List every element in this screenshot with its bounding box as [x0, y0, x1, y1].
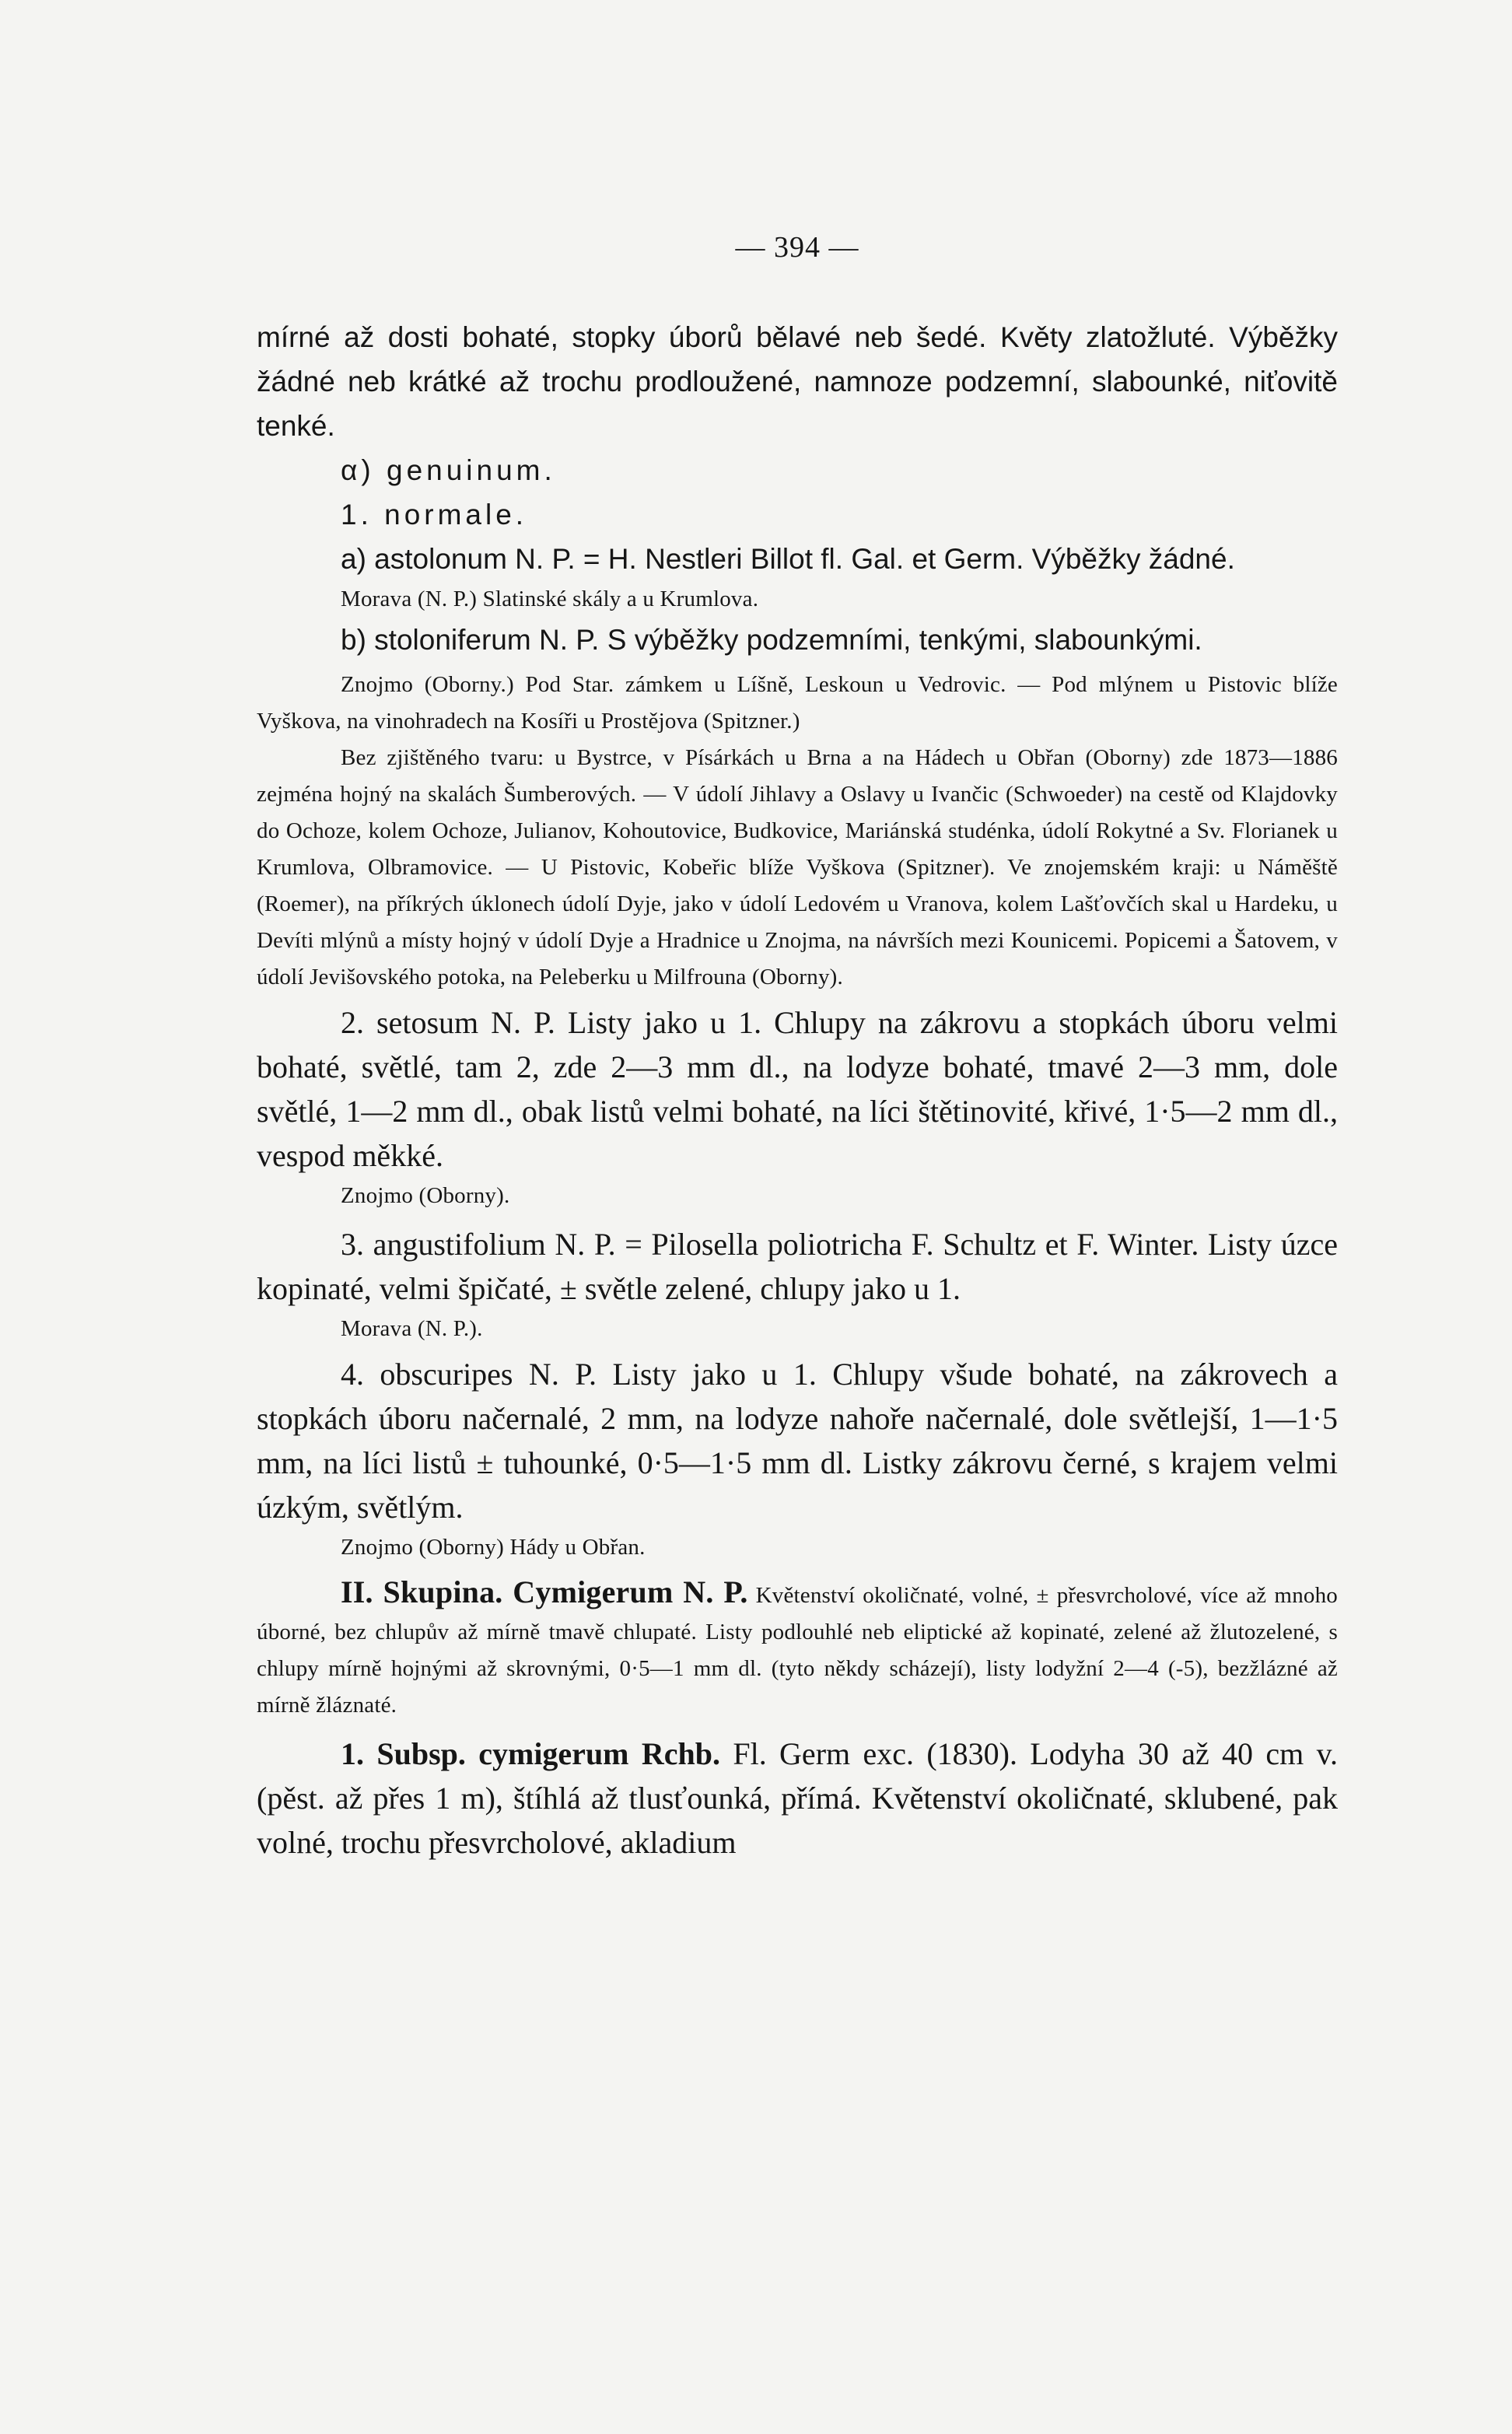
group-cymigerum-heading: II. Skupina. Cymigerum N. P. — [341, 1574, 748, 1609]
page-body — [257, 315, 1338, 1865]
locality-astolonum: Morava (N. P.) Slatinské skály a u Krumlova. — [341, 587, 759, 611]
subform-stoloniferum: b) stoloniferum N. P. S výběžky podzemními, tenkými, slabounkými. — [341, 624, 1202, 656]
page — [257, 0, 1338, 2434]
group-cymigerum-text: Květenství okoličnaté, volné, ± přesvrcholové, více až mnoho úborné, bez chlupův až mírně tmavě chlupaté. Listy podlouhlé neb eliptické až kopinaté, zelené až žlutozelené, s chlupy mírně hojnými až skrovnými, 0·5—1 mm dl. (tyto někdy scházejí), listy lodyžní 2—4 (-5), bezžlázné až mírně žláznaté. — [257, 1583, 1338, 1718]
subspecies-cymigerum — [257, 1732, 1338, 1865]
locality-obscuripes: Znojmo (Oborny) Hády u Obřan. — [341, 1535, 646, 1560]
locality-setosum: Znojmo (Oborny). — [341, 1183, 510, 1208]
locality-stoloniferum: Znojmo (Oborny.) Pod Star. zámkem u Líšně, Leskoun u Vedrovic. — Pod mlýnem u Pistovic blíže Vyškova, na vinohradech na Kosíři u Prostějova (Spitzner.) — [257, 672, 1338, 734]
form-setosum: 2. setosum N. P. Listy jako u 1. Chlupy na zákrovu a stopkách úboru velmi bohaté, světlé, tam 2, zde 2—3 mm dl., na lodyze bohaté, tmavé 2—3 mm, dole světlé, 1—2 mm dl., obak listů velmi bohaté, na líci štětinovité, křivé, 1·5—2 mm dl., vespod měkké. — [257, 1005, 1338, 1173]
locality-unspecified: Bez zjištěného tvaru: u Bystrce, v Písárkách u Brna a na Hádech u Obřan (Oborny) zde 1873—1886 zejména hojný na skalách Šumberových. — V údolí Jihlavy a Oslavy u Ivančic (Schwoeder) na cestě od Klajdovky do Ochoze, kolem Ochoze, Julianov, Kohoutovice, Budkovice, Mariánská studénka, údolí Rokytné a Sv. Florianek u Krumlova, Olbramovice. — U Pistovic, Kobeřic blíže Vyškova (Spitzner). Ve znojemském kraji: u Náměště (Roemer), na příkrých úklonech údolí Dyje, jako v údolí Ledovém u Vranova, kolem Lašťovčích skal u Hardeku, u Devíti mlýnů a místy hojný v údolí Dyje a Hradnice u Znojma, na návrších mezi Kounicemi. Popicemi a Šatovem, v údolí Jevišovského potoka, na Peleberku u Milfrouna (Oborny). — [257, 745, 1338, 989]
paragraph-intro: mírné až dosti bohaté, stopky úborů bělavé neb šedé. Květy zlatožluté. Výběžky žádné neb krátké až trochu prodloužené, namnoze podzemní, slabounké, niťovitě tenké. — [257, 321, 1338, 442]
page-number: — 394 — — [735, 231, 859, 264]
variety-genuinum: α) genuinum. — [341, 454, 556, 486]
group-cymigerum — [257, 1574, 1338, 1724]
form-obscuripes: 4. obscuripes N. P. Listy jako u 1. Chlupy všude bohaté, na zákrovech a stopkách úboru načernalé, 2 mm, na lodyze nahoře načernalé, dole světlejší, 1—1·5 mm, na líci listů ± tuhounké, 0·5—1·5 mm dl. Listky zákrovu černé, s krajem velmi úzkým, světlým. — [257, 1357, 1338, 1525]
subspecies-cymigerum-text: Fl. Germ exc. (1830). Lodyha 30 až 40 cm v. (pěst. až přes 1 m), štíhlá až tlusťounká, přímá. Květenství okoličnaté, sklubené, pak volné, trochu přesvrcholové, akladium — [257, 1736, 1339, 1860]
subform-astolonum: a) astolonum N. P. = H. Nestleri Billot fl. Gal. et Germ. Výběžky žádné. — [341, 543, 1235, 575]
subspecies-cymigerum-heading: 1. Subsp. cymigerum Rchb. — [341, 1736, 720, 1771]
locality-angustifolium: Morava (N. P.). — [341, 1316, 483, 1341]
form-angustifolium: 3. angustifolium N. P. = Pilosella poliotricha F. Schultz et F. Winter. Listy úzce kopinaté, velmi špičaté, ± světle zelené, chlupy jako u 1. — [257, 1227, 1338, 1306]
form-normale: 1. normale. — [341, 499, 528, 531]
